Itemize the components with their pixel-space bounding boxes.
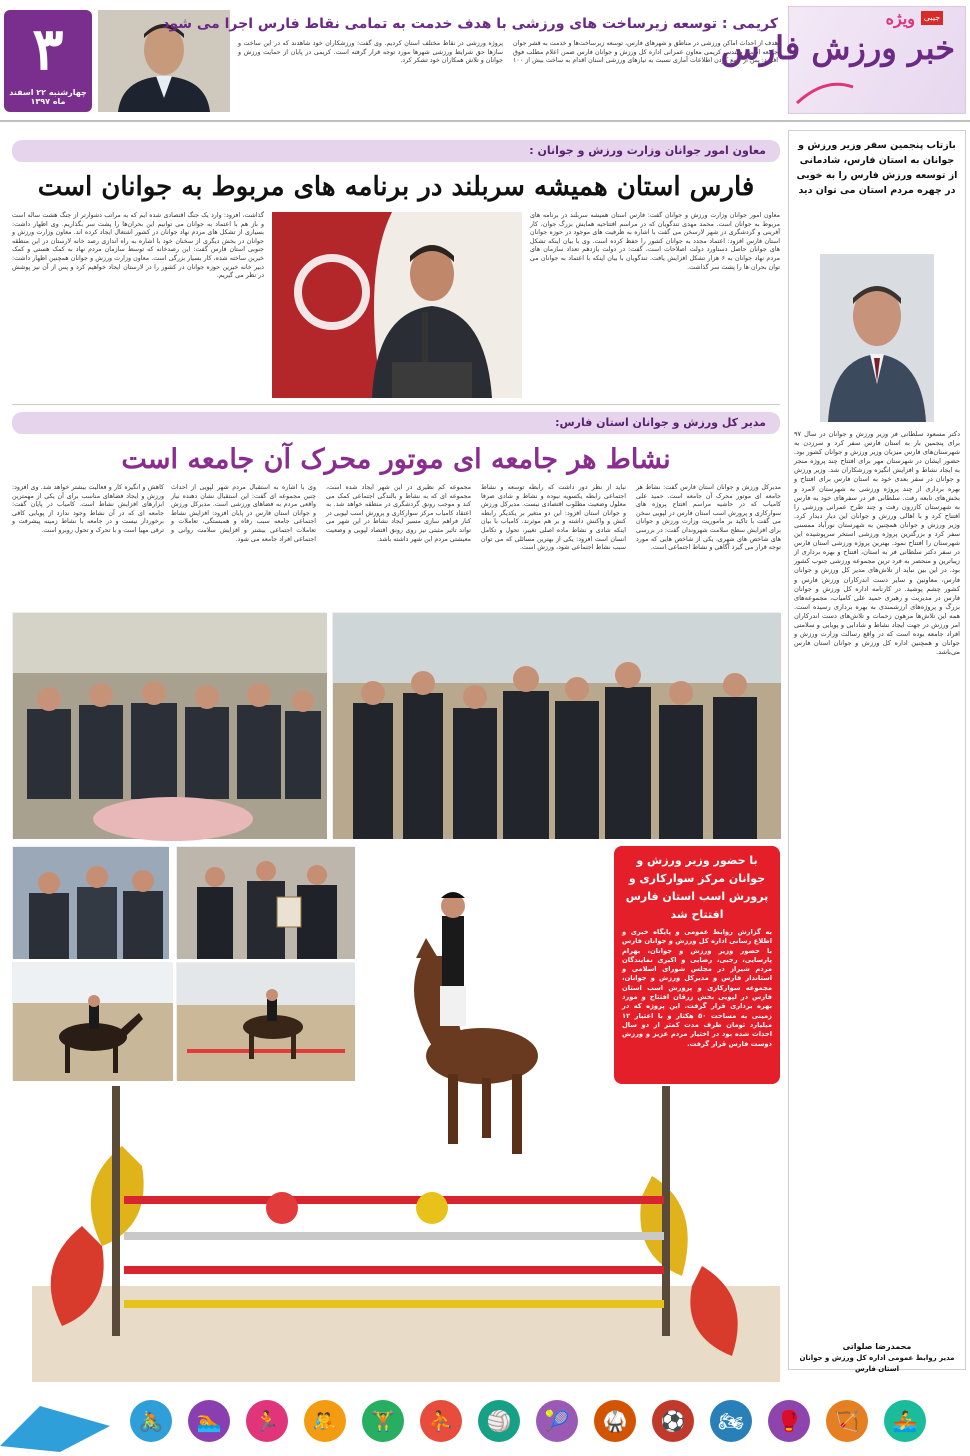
article1-title: فارس استان همیشه سربلند در برنامه های مربوط به جوانان است <box>37 172 755 202</box>
article2-column-5: کاهش و انگیزه کار و فعالیت بیشتر خواهد شد. وی افزود: ورزش و ایجاد فضاهای مناسب برای آن یکی از مهمترین ابزارهای افزایش نشاط است. کامیاب در پایان گفت: جامعه ای که در آن نشاط وجود ندارد از پویایی کافی برخوردار نیست و در جامعه با نشاط زمینه پیشرفت و ترقی مهیا است و با تحرک و تحول روبرو است. <box>12 484 164 534</box>
boxing-icon: 🥊 <box>768 1400 810 1442</box>
basketball-icon: ⛹ <box>420 1400 462 1442</box>
running-icon: 🏃 <box>246 1400 288 1442</box>
page-number-box <box>4 10 92 112</box>
article2-kicker: مدیر کل ورزش و جوانان استان فارس: <box>12 412 780 434</box>
article2-column-2: نباید از نظر دور داشت که رابطه توسعه و نشاط اجتماعی رابطه یکسویه نبوده و نشاط و شادی صرفا معلول وضعیت مطلوب اقتصادی نیست. مدیرکل ورزش و جوانان استان افزود: این دو متغیر بر یکدیگر رابطه کنش و واکنش داشته و بر هم موثرند. کامیاب با بیان اینکه شادی و نشاط ماده اصلی تغییر، تحول و تکامل انسان است افزود: یکی از بهترین مسائلی که می توان سبب نشاط اجتماعی شود، ورزش است. <box>481 484 626 552</box>
article2-column-4: وی با اشاره به استقبال مردم شهر لپویی از احداث چنین مجموعه ای گفت: این استقبال نشان دهنده نیاز واقعی مردم به فضاهای ورزشی است. مدیرکل ورزش و جوانان استان فارس در پایان افزود: افزایش نشاط اجتماعی جامعه سبب رفاه و همبستگی، تعاملات و تعاملات اجتماعی بیشتر و افزایش سلامت روانی و اجتماعی افراد جامعه می شود. <box>171 484 316 543</box>
footer-sport-icons <box>0 1386 970 1456</box>
inauguration-title: با حضور وزیر ورزش و جوانان مرکز سوارکاری و پرورش اسب استان فارس افتتاح شد <box>625 854 769 921</box>
sidebar-author: محمدرضا صلواتی <box>842 1342 912 1351</box>
page-date: چهارشنبه ۲۲ اسفند ماه ۱۳۹۷ <box>9 88 87 106</box>
article1-column-left: گذاشت، افزود: وارد یک جنگ اقتصادی شده ایم که به مراتب دشوارتر از جنگ هشت ساله است و باز هم با اعتماد به جوانان می توانیم این بحران‌ها را پشت سر بگذاریم. وی اظهار داشت: بسیاری از تشکل های مردم نهاد جوانان در کشور اشتغال ایجاد کرده اند. معاون وزارت ورزش و جوانان در بخش دیگری از سخنان خود با اشاره به راه اندازی رصد خانه لارستان در این منطقه جنوبی استان فارس گفت: این رصدخانه که توسط سازمان مردم نهاد به کمک هستی و کمک خیرین ساخته شده، کار بسیار بزرگی است. معاون وزارت ورزش و جوانان همچنین اظهار داشت: دبیر خانه خیرین حوزه جوانان در کشور را در لارستان ایجاد خواهیم کرد و پس از آن نیز پوشش در نظر می گیریم. <box>12 212 264 280</box>
volleyball-icon: 🏐 <box>478 1400 520 1442</box>
inauguration-body: به گزارش روابط عمومی و پایگاه خبری و اطلاع رسانی اداره کل ورزش و جوانان فارس با حضور وزیر ورزش و جوانان، بهرام پارسایی، رجبی، رضایی و اکبری نمایندگان مردم شیراز در مجلس شورای اسلامی و استاندار فارس و مدیرکل ورزش و جوانان، مجموعه سوارکاری و پرورش اسب استان فارس در لپویی بخش زرقان افتتاح و مورد بهره برداری قرار گرفت. این پروژه که در زمینی به مساحت ۵۰ هکتار و با اعتبار ۱۲ میلیارد تومان طرف مدت کمتر از دو سال احداث شده بود در اختیار مردم عزیز و ورزش دوست فارس قرار گرفت. <box>622 928 772 1048</box>
motorsport-icon: 🏍 <box>710 1400 752 1442</box>
footer-wave-icon <box>0 1396 120 1456</box>
sidebar-headline: بازتاب پنجمین سفر وزیر ورزش و جوانان به استان فارس، شادمانی از توسعه ورزش فارس را به خوبی در چهره مردم استان می توان دید <box>796 140 958 196</box>
header-article-body: هدف از احداث اماکن ورزشی در مناطق و شهرهای فارس، توسعه زیرساخت‌ها و خدمت به قشر جوان جامعه است. مهندس کریمی معاون عمرانی اداره کل ورزش و جوانان فارس ضمن اعلام مطلب فوق افزود: پس از جمع کردن اطلاعات آماری نسبت به نیازهای ورزشی استان اقدام به ساخت بیش از ۱۰۰ پروژه ورزشی در نقاط مختلف استان کردیم. وی گفت: ورزشکاران خود شاهدند که در این ساخت و سازها حق شرایط ورزشی شهرها مورد توجه قرار گرفته است. کریمی در پایان از حمایت ورزش و جوانان و تلاش همکاران خود تشکر کرد. <box>238 40 778 65</box>
newspaper-logo <box>720 6 966 114</box>
wrestling-icon: 🤼 <box>304 1400 346 1442</box>
sidebar-portrait-photo <box>820 254 934 422</box>
inauguration-news-box <box>614 846 780 1084</box>
logo-swoosh-icon <box>795 77 855 107</box>
swimming-icon: 🏊 <box>188 1400 230 1442</box>
football-icon: ⚽ <box>652 1400 694 1442</box>
rowing-icon: 🚣 <box>884 1400 926 1442</box>
page-number: ۳ <box>32 15 64 83</box>
officials-group-photo <box>12 612 326 838</box>
article2-column-1: مدیرکل ورزش و جوانان استان فارس گفت: نشاط هر جامعه ای موتور محرک آن جامعه است. حمید علی کامیاب که در حاشیه مراسم افتتاح پروژه های سوارکاری و پرورش اسب استان فارس در لپویی سخن می گفت با تاکید بر ماموریت وزارت ورزش و جوانان برای افزایش سطح سلامت شهروندان گفت: در بررسی های شاخص های شهری، یکی از شاخص هایی که مورد توجه قرار می گیرد آگاهی و نشاط اجتماعی است. <box>636 484 781 552</box>
weightlifting-icon: 🏋 <box>362 1400 404 1442</box>
section-divider <box>12 404 780 405</box>
sidebar-signature <box>794 1340 960 1392</box>
article1-kicker: معاون امور جوانان وزارت ورزش و جوانان : <box>12 140 780 162</box>
sidebar-body: دکتر مسعود سلطانی فر وزیر ورزش و جوانان در سال ۹۷ برای پنجمین بار به استان فارس سفر کرد و سرزدن به شهرستان‌های فارس میزبان وزیر ورزش و جوانان کشور بود. حضور ایشان در شهرستان مهر برای افتتاح چند پروژه منجر به ایجاد نشاط و افزایش انگیزه ورزشکاران شد. وزیر ورزش و جوانان در سفر بعدی خود به استان فارس برای افتتاح و بهره برداری از چند پروژه ورزشی به شهرستان لامرد و بخش‌های تابعه رفت. سلطانی فر در سفرهای خود به فارس به شهرستان کازرون رفت و چند طرح عمرانی ورزشی را افتتاح کرد و با اهالی ورزش و جوانان این دیار دیدار کرد. وزیر ورزش و جوانان همچنین به شهرستان نورآباد ممسنی سفر کرد و بزرگترین پروژه ورزشی استخر سرپوشیده این شهرستان را افتتاح نمود. بهترین پروژه ورزشی استان فارس در سفر دکتر سلطانی فر به استان، افتتاح و بهره برداری از زیباترین و منحصر به فرد ترین مجموعه ورزشی جنوب کشور بود. در این بین نباید از تلاش‌های مدیر کل ورزش و جوانان فارس، معاونین و سایر دست اندرکاران ورزش فارس و کشور چشم پوشید. در کارنامه اداره کل ورزش و جوانان فارس در مدیریت و رهبری حمید علی کامیاب، مجموعه‌های بزرگ و پروژه‌های ارزشمندی به بهره برداری رسیده است. همه این تلاش‌ها مرهون زحمات و تلاش‌های دست اندرکاران امر ورزش در جهت ایجاد نشاط و شادابی و پویایی و سلامتی افراد جامعه بوده است که در واقع رسالت وزارت ورزش و جوانان و همچنین اداره کل ورزش و جوانان استان فارس می‌باشد. <box>794 430 960 657</box>
cycling-icon: 🚴 <box>130 1400 172 1442</box>
article1-column-right: معاون امور جوانان وزارت ورزش و جوانان گفت: فارس استان همیشه سربلند در برنامه های مربوط به جوانان است. محمد مهدی تندگویان که در مراسم افتتاحیه همایش بزرگ جوان، کار آفرینی و گردشگری در شهر لارسخن می گفت با اشاره به ظرفیت های موجود در حوزه جوانان استان فارس افزود: اعتماد مجدد به جوانان کشور را حفظ کرده است. وی با بیان اینکه تشکل های جوانان حاصل دستاورد دولت اصلاحات است، گفت: در دولت یازدهم تعداد سازمان های مردم نهاد جوانان به ۶ هزار تشکل افزایش یافت. تندگویان با بیان اینکه با اعتماد به جوانان می توان بحران ها را پشت سر گذاشت. <box>530 212 780 271</box>
crowd-visit-photo <box>332 612 780 838</box>
sidebar-author-role: مدیر روابط عمومی اداره کل ورزش و جوانان استان فارس <box>799 1354 955 1373</box>
article2-column-3: مجموعه کم نظیری در این شهر ایجاد شده است، مجموعه ای که به نشاط و بالندگی اجتماعی کمک می کند و موجب رونق گردشگری در منطقه خواهد شد. به اعتقاد کامیاب مرکز سوارکاری و پرورش اسب لپویی در کنار فراهم سازی مسیر ایجاد نشاط در این شهر می تواند تاثیر مثبتی نیز روی رونق اقتصاد لپویی و وضعیت معیشتی مردم این شهر داشته باشد. <box>326 484 471 543</box>
tennis-icon: 🎾 <box>536 1400 578 1442</box>
header-headline: کریمی : توسعه زیرساخت های ورزشی با هدف خدمت به تمامی نقاط فارس اجرا می شود <box>162 16 778 32</box>
logo-tag: جیبی <box>921 11 943 25</box>
logo-subtitle: ویژه <box>885 9 915 28</box>
article2-title: نشاط هر جامعه ای موتور محرک آن جامعه است <box>121 444 671 475</box>
archery-icon: 🏹 <box>826 1400 868 1442</box>
karate-icon: 🥋 <box>594 1400 636 1442</box>
article1-speaker-photo <box>272 212 522 398</box>
logo-title: خبر ورزش فارس <box>720 29 955 67</box>
